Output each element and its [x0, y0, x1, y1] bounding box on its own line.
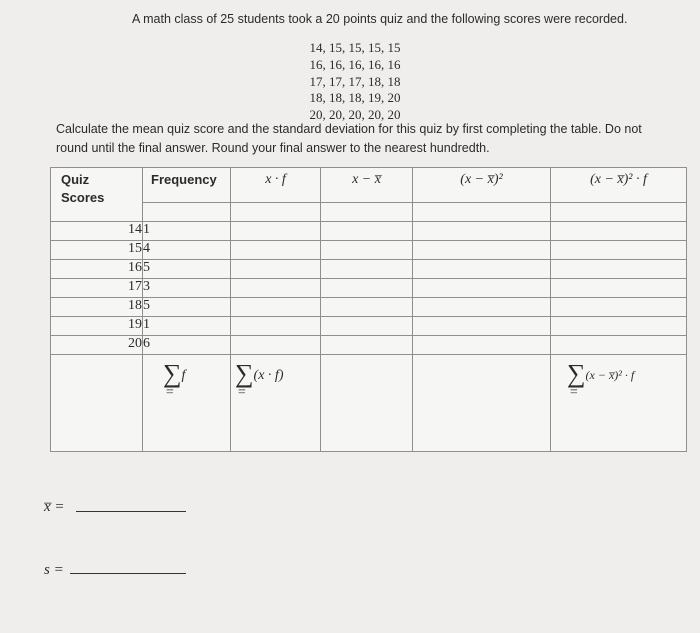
header-x-minus-mean: x − x̅ — [321, 168, 413, 203]
score-cell: 19 — [51, 317, 143, 336]
dev-cell[interactable] — [321, 317, 413, 336]
dev-sq-cell[interactable] — [413, 222, 551, 241]
header-deviation-squared-times-f: (x − x̅)² · f — [551, 168, 687, 203]
xf-sum-label: (x · f) — [253, 368, 284, 383]
sd-answer-label: s = — [44, 562, 64, 578]
dev-sum-label: (x − x̅)² · f — [585, 368, 635, 382]
table-row — [51, 241, 687, 260]
dev-sq-f-cell[interactable] — [551, 317, 687, 336]
problem-intro: A math class of 25 students took a 20 points quiz and the following scores were recorded. — [132, 12, 628, 26]
sigma-symbol: ∑ — [567, 359, 586, 388]
xf-cell[interactable] — [231, 260, 321, 279]
xf-cell[interactable] — [231, 317, 321, 336]
xf-cell[interactable] — [231, 336, 321, 355]
dev-cell[interactable] — [321, 222, 413, 241]
dev-cell[interactable] — [321, 203, 413, 222]
dev-cell[interactable] — [321, 260, 413, 279]
dev-sq-cell[interactable] — [413, 279, 551, 298]
score-line: 16, 16, 16, 16, 16 — [309, 56, 401, 72]
freq-cell: 3 — [143, 279, 231, 298]
score-line: 17, 17, 17, 18, 18 — [309, 73, 401, 89]
xf-cell[interactable] — [231, 203, 321, 222]
xf-cell[interactable] — [231, 222, 321, 241]
table-row — [51, 222, 687, 241]
dev-sq-f-cell[interactable] — [551, 298, 687, 317]
sd-answer-blank[interactable] — [70, 573, 186, 574]
score-line: 18, 18, 18, 19, 20 — [309, 90, 401, 106]
dev-sq-f-cell[interactable] — [551, 279, 687, 298]
header-x-times-f: x · f — [231, 168, 321, 203]
mean-answer-blank[interactable] — [76, 511, 186, 512]
sum-empty-cell — [51, 355, 143, 452]
table-row — [51, 203, 687, 222]
dev-sq-f-cell[interactable] — [551, 241, 687, 260]
equals-sign: = — [569, 385, 579, 400]
dev-sq-f-cell[interactable] — [551, 260, 687, 279]
sum-row — [51, 355, 687, 452]
instructions: Calculate the mean quiz score and the standard deviation for this quiz by first completing the table. Do not round until the final answer. Round your final answer to the nearest hundredth. — [56, 122, 642, 155]
dev-sq-sum-empty-cell — [413, 355, 551, 452]
sigma-symbol: ∑ — [235, 359, 254, 388]
dev-sq-f-cell[interactable] — [551, 336, 687, 355]
header-quiz-scores: Quiz Scores — [51, 168, 143, 222]
dev-sq-cell[interactable] — [413, 336, 551, 355]
dev-sq-cell[interactable] — [413, 260, 551, 279]
table-row — [51, 298, 687, 317]
score-list — [290, 40, 420, 124]
equals-sign: = — [237, 385, 247, 400]
freq-cell: 5 — [143, 260, 231, 279]
sigma-symbol: ∑ — [163, 359, 182, 388]
score-cell: 16 — [51, 260, 143, 279]
table-row — [51, 260, 687, 279]
freq-cell: 5 — [143, 298, 231, 317]
header-frequency: Frequency — [143, 168, 231, 203]
dev-sq-f-cell[interactable] — [551, 203, 687, 222]
mean-answer-label: x̅ = — [44, 499, 65, 515]
freq-cell: 1 — [143, 317, 231, 336]
freq-cell: 1 — [143, 222, 231, 241]
header-row — [51, 168, 687, 203]
dev-cell[interactable] — [321, 279, 413, 298]
dev-sq-cell[interactable] — [413, 241, 551, 260]
table-row — [51, 317, 687, 336]
table-row — [51, 336, 687, 355]
freq-sum-label: f — [181, 368, 186, 383]
score-cell: 17 — [51, 279, 143, 298]
equals-sign: = — [165, 385, 175, 400]
dev-sq-cell[interactable] — [413, 317, 551, 336]
freq-sum-cell[interactable] — [143, 355, 231, 452]
dev-cell[interactable] — [321, 336, 413, 355]
freq-cell: 6 — [143, 336, 231, 355]
dev-cell[interactable] — [321, 241, 413, 260]
xf-cell[interactable] — [231, 279, 321, 298]
freq-cell: 4 — [143, 241, 231, 260]
xf-sum-cell[interactable] — [231, 355, 321, 452]
score-cell: 15 — [51, 241, 143, 260]
xf-cell[interactable] — [231, 298, 321, 317]
dev-cell[interactable] — [321, 298, 413, 317]
table-row — [51, 279, 687, 298]
dev-sq-cell[interactable] — [413, 298, 551, 317]
xf-cell[interactable] — [231, 241, 321, 260]
freq-cell — [143, 203, 231, 222]
score-line: 14, 15, 15, 15, 15 — [309, 40, 401, 55]
dev-sq-f-sum-cell[interactable] — [551, 355, 687, 452]
dev-sq-f-cell[interactable] — [551, 222, 687, 241]
score-cell: 20 — [51, 336, 143, 355]
dev-sq-cell[interactable] — [413, 203, 551, 222]
dev-sum-empty-cell — [321, 355, 413, 452]
score-line: 20, 20, 20, 20, 20 — [309, 107, 401, 123]
score-cell: 18 — [51, 298, 143, 317]
score-cell: 14 — [51, 222, 143, 241]
frequency-table — [50, 167, 687, 452]
header-deviation-squared: (x − x̅)² — [413, 168, 551, 203]
